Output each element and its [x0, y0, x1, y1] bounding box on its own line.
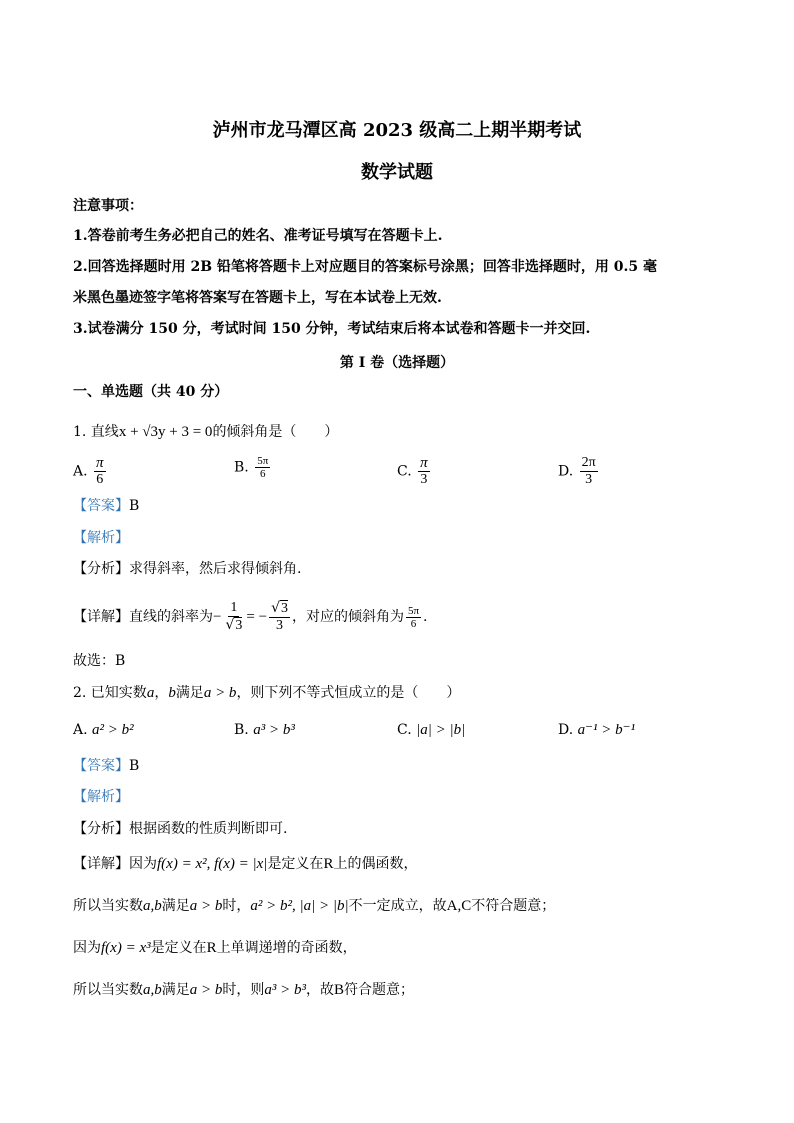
q1-option-b: B. $\frac{5\pi}{6}$	[234, 455, 269, 480]
q1-detail-frac-2: $\frac{√3}{3}$	[271, 600, 288, 633]
q1-equation: x + √3y + 3 = 0	[118, 424, 213, 440]
q1-detail: 【详解】直线的斜率为− $\frac{1}{√3}$ = − $\frac{√3}{3}$ ，对应的倾斜角为 $\frac{5\pi}{6}$ .	[73, 600, 428, 633]
q1-prefix: 1. 直线	[73, 424, 119, 440]
q1-conclusion: 故选：B	[73, 653, 126, 669]
q1-answer: 【答案】B	[73, 498, 140, 514]
q1-option-d: D. $\frac{2\pi}{3}$	[558, 455, 596, 487]
q1-analysis-tag: 【解析】	[73, 530, 129, 546]
q2-option-c: C. |a| > |b|	[397, 722, 466, 738]
q2-option-b: B. a³ > b³	[234, 722, 295, 738]
q2-analysis-tag: 【解析】	[73, 789, 129, 805]
question-2-stem: 2. 已知实数a，b满足a > b，则下列不等式恒成立的是（ ）	[73, 685, 461, 701]
q2-detail-line-2: 所以当实数a,b满足a > b时，a² > b², |a| > |b|不一定成立，故A,C不符合题意；	[73, 898, 556, 914]
notice-item-1: 1.答卷前考生务必把自己的姓名、准考证号填写在答题卡上.	[73, 228, 443, 244]
exam-subtitle: 数学试题	[361, 162, 433, 183]
q1-option-d-fraction: $\frac{2\pi}{3}$	[581, 455, 596, 487]
q1-option-b-fraction: $\frac{5\pi}{6}$	[257, 455, 269, 480]
q1-suffix: 的倾斜角是（ ）	[212, 424, 339, 440]
q1-option-a: A. $\frac{\pi}{6}$	[73, 455, 104, 487]
q2-detail-line-1: 【详解】因为f(x) = x², f(x) = |x|是定义在R上的偶函数，	[73, 856, 418, 872]
q1-fenxi: 【分析】求得斜率，然后求得倾斜角.	[73, 561, 302, 577]
notice-item-2: 2.回答选择题时用 2B 铅笔将答题卡上对应题目的答案标号涂黑；回答非选择题时，用 0.5 毫	[73, 259, 658, 275]
q2-option-a: A. a² > b²	[73, 722, 134, 738]
q1-detail-frac-1: $\frac{1}{√3}$	[225, 600, 243, 633]
notice-item-3: 3.试卷满分 150 分，考试时间 150 分钟，考试结束后将本试卷和答题卡一并交回.	[73, 321, 591, 337]
volume-heading: 第 I 卷（选择题）	[339, 355, 455, 371]
question-1-stem	[73, 422, 338, 442]
q2-fenxi: 【分析】根据函数的性质判断即可.	[73, 821, 288, 837]
q2-answer: 【答案】B	[73, 758, 140, 774]
notice-heading: 注意事项：	[73, 198, 143, 214]
part-heading: 一、单选题（共 40 分）	[73, 384, 229, 400]
q2-detail-line-4: 所以当实数a,b满足a > b时，则a³ > b³，故B符合题意；	[73, 982, 415, 998]
notice-item-2-cont: 米黑色墨迹签字笔将答案写在答题卡上，写在本试卷上无效.	[73, 290, 442, 306]
q1-option-c-fraction: $\frac{\pi}{3}$	[420, 455, 428, 487]
q1-option-c: C. $\frac{\pi}{3}$	[397, 455, 428, 487]
q2-option-d: D. a⁻¹ > b⁻¹	[558, 722, 636, 738]
exam-title: 泸州市龙马潭区高 2023 级高二上期半期考试	[212, 120, 582, 141]
q2-detail-line-3: 因为f(x) = x³是定义在R上单调递增的奇函数，	[73, 940, 357, 956]
q1-option-a-fraction: $\frac{\pi}{6}$	[96, 455, 104, 487]
q1-detail-frac-3: $\frac{5\pi}{6}$	[407, 604, 420, 630]
